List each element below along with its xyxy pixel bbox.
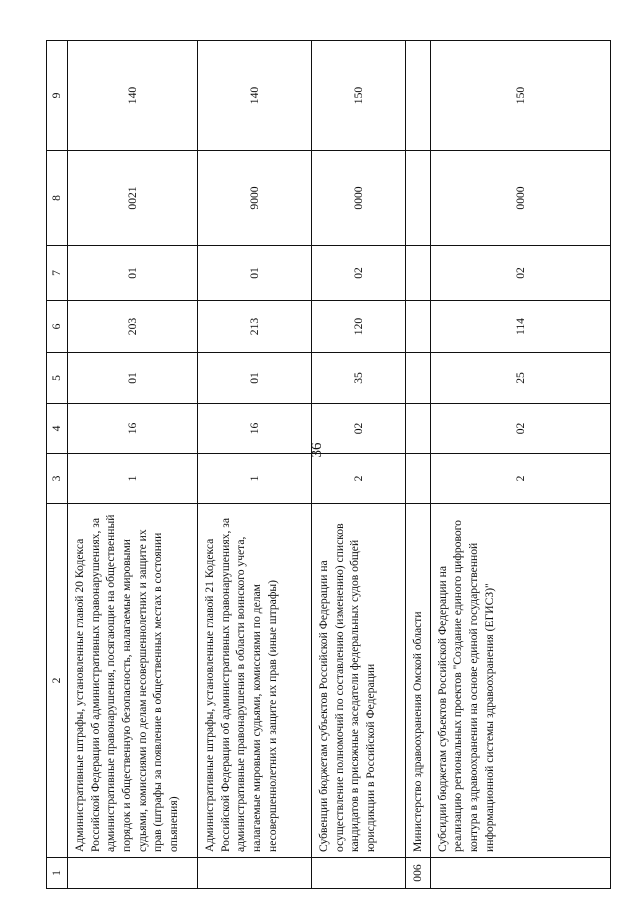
section-title: Министерство здравоохранения Омской области: [406, 504, 431, 858]
cell-col6: 114: [430, 301, 610, 353]
cell-col4: 02: [312, 404, 406, 454]
cell-col4: [406, 404, 431, 454]
col-header-5: 5: [47, 353, 68, 404]
cell-col5: 01: [198, 353, 312, 404]
row-name: Субсидии бюджетам субъектов Российской Федерации на реализацию региональных проектов "Создание единого цифрового контура в здравоохранении на основе единой государственной информационной системы здравоохранения (ЕГИСЗ)": [430, 504, 610, 858]
row-name: Административные штрафы, установленные главой 21 Кодекса Российской Федерации об административных правонарушениях, за административные правонарушения в области воинского учета, налагаемые мировыми судьями, комиссиями по делам несовершеннолетних и защите их прав (иные штрафы): [198, 504, 312, 858]
table-row: [68, 41, 198, 889]
cell-col4: 16: [198, 404, 312, 454]
row-code: [430, 858, 610, 889]
col-header-4: 4: [47, 404, 68, 454]
cell-col5: 01: [68, 353, 198, 404]
cell-col6: 203: [68, 301, 198, 353]
row-code: [68, 858, 198, 889]
cell-col9: 140: [198, 41, 312, 151]
cell-col3: 1: [198, 454, 312, 504]
budget-codes-table: [46, 40, 611, 889]
cell-col8: 9000: [198, 151, 312, 246]
col-header-3: 3: [47, 454, 68, 504]
table-row: [312, 41, 406, 889]
cell-col3: [406, 454, 431, 504]
cell-col6: 120: [312, 301, 406, 353]
cell-col5: 35: [312, 353, 406, 404]
cell-col7: 01: [198, 246, 312, 301]
cell-col9: [406, 41, 431, 151]
cell-col7: 01: [68, 246, 198, 301]
table-row: [430, 41, 610, 889]
section-code: 006: [406, 858, 431, 889]
header-row: [47, 41, 68, 889]
rotated-table-wrapper: [46, 41, 611, 889]
col-header-8: 8: [47, 151, 68, 246]
cell-col9: 140: [68, 41, 198, 151]
cell-col8: 0000: [312, 151, 406, 246]
cell-col8: 0021: [68, 151, 198, 246]
col-header-2: 2: [47, 504, 68, 858]
row-name: Административные штрафы, установленные главой 20 Кодекса Российской Федерации об административных правонарушениях, за административные правонарушения, посягающие на общественный порядок и общественную безопасность, налагаемые мировыми судьями, комиссиями по делам несовершеннолетних и защите их прав (штрафы за появление в общественных местах в состоянии опьянения): [68, 504, 198, 858]
cell-col3: 2: [430, 454, 610, 504]
cell-col4: 02: [430, 404, 610, 454]
cell-col7: 02: [312, 246, 406, 301]
cell-col6: [406, 301, 431, 353]
cell-col9: 150: [430, 41, 610, 151]
col-header-1: 1: [47, 858, 68, 889]
cell-col3: 2: [312, 454, 406, 504]
cell-col4: 16: [68, 404, 198, 454]
cell-col7: 02: [430, 246, 610, 301]
cell-col6: 213: [198, 301, 312, 353]
cell-col9: 150: [312, 41, 406, 151]
cell-col7: [406, 246, 431, 301]
col-header-6: 6: [47, 301, 68, 353]
cell-col3: 1: [68, 454, 198, 504]
row-name: Субвенции бюджетам субъектов Российской Федерации на осуществление полномочий по составлению (изменению) списков кандидатов в присяжные заседатели федеральных судов общей юрисдикции в Российской Федерации: [312, 504, 406, 858]
cell-col8: [406, 151, 431, 246]
table-row: [198, 41, 312, 889]
cell-col5: [406, 353, 431, 404]
col-header-9: 9: [47, 41, 68, 151]
section-row: [406, 41, 431, 889]
cell-col5: 25: [430, 353, 610, 404]
cell-col8: 0000: [430, 151, 610, 246]
row-code: [198, 858, 312, 889]
row-code: [312, 858, 406, 889]
col-header-7: 7: [47, 246, 68, 301]
page-number: 36: [309, 442, 325, 458]
